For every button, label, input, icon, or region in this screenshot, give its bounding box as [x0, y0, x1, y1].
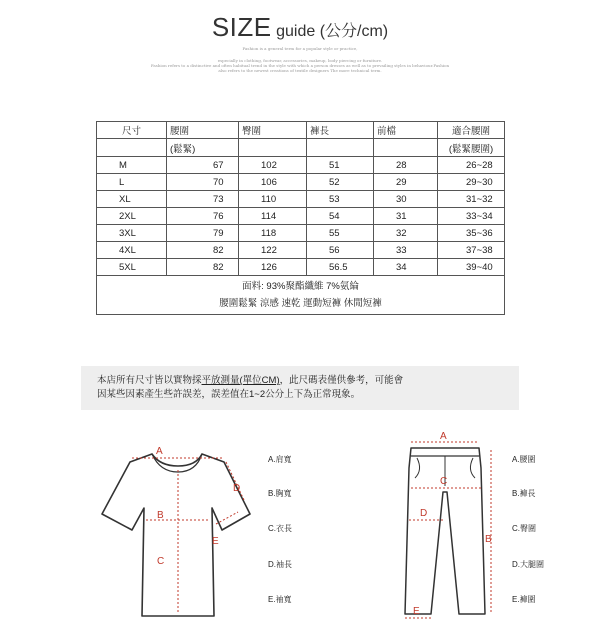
cell-fit-waist: 39~40: [438, 259, 505, 276]
table-row: [97, 208, 505, 225]
cell-waist: 82: [167, 259, 239, 276]
cell-rise: 33: [374, 242, 438, 259]
cell-fit-waist: 26~28: [438, 157, 505, 174]
notice-line-1-post: ，此尺碼表僅供參考，可能會: [279, 375, 404, 386]
cell-size: 3XL: [97, 225, 167, 242]
cell-hip: 106: [239, 174, 307, 191]
size-table: [96, 121, 505, 315]
cell-waist: 76: [167, 208, 239, 225]
header-length: 褲長: [307, 122, 374, 139]
title-size: SIZE: [211, 12, 272, 42]
fabric-text: 面料: 93%聚酯纖維 7%氨綸: [242, 281, 359, 292]
tshirt-diagram: [90, 440, 260, 620]
cell-length: 53: [307, 191, 374, 208]
subheader-length: [307, 139, 374, 157]
cell-hip: 114: [239, 208, 307, 225]
notice-line-1-underlined: 平放測量(單位CM): [201, 375, 280, 386]
notice-line-2: 因某些因素產生些許誤差，誤差值在1~2公分上下為正常現象。: [97, 389, 361, 400]
subheader-waist: (鬆緊): [167, 139, 239, 157]
subheader-fit-waist: (鬆緊腰圍): [438, 139, 505, 157]
cell-hip: 102: [239, 157, 307, 174]
header-rise: 前檔: [374, 122, 438, 139]
title-unit: (公分/cm): [319, 23, 389, 40]
measurement-notice: [81, 366, 519, 410]
cell-length: 56.5: [307, 259, 374, 276]
header-size: 尺寸: [97, 122, 167, 139]
subheader-hip: [239, 139, 307, 157]
pants-diagram: [395, 428, 505, 624]
features-text: 腰圍鬆緊 涼感 速乾 運動短褲 休閒短褲: [219, 298, 382, 309]
cell-length: 51: [307, 157, 374, 174]
notice-line-1: [97, 374, 519, 388]
pants-label-b: B.褲長: [512, 489, 536, 498]
cell-waist: 67: [167, 157, 239, 174]
cell-rise: 31: [374, 208, 438, 225]
cell-length: 54: [307, 208, 374, 225]
cell-hip: 110: [239, 191, 307, 208]
table-row: [97, 191, 505, 208]
pants-letter-c: C: [440, 476, 448, 487]
tshirt-letter-c: C: [157, 556, 165, 567]
pants-letter-b: B: [485, 534, 492, 545]
tshirt-letter-e: E: [212, 536, 219, 547]
cell-rise: 30: [374, 191, 438, 208]
shirt-label-d: D.袖長: [268, 560, 292, 569]
subheader-size: [97, 139, 167, 157]
table-row: [97, 225, 505, 242]
title-guide: guide: [276, 23, 316, 40]
pants-label-d: D.大腿圍: [512, 560, 544, 569]
cell-hip: 118: [239, 225, 307, 242]
cell-size: L: [97, 174, 167, 191]
cell-rise: 34: [374, 259, 438, 276]
cell-waist: 79: [167, 225, 239, 242]
cell-length: 52: [307, 174, 374, 191]
cell-waist: 70: [167, 174, 239, 191]
shirt-label-c: C.衣長: [268, 524, 292, 533]
cell-rise: 28: [374, 157, 438, 174]
tagline-2: especially in clothing, footwear, accessories, makeup, body piercing or furniture.: [217, 58, 383, 63]
table-row: [97, 157, 505, 174]
cell-fit-waist: 29~30: [438, 174, 505, 191]
cell-size: 2XL: [97, 208, 167, 225]
pants-label-c: C.臀圍: [512, 524, 536, 533]
table-row: [97, 259, 505, 276]
tshirt-letter-b: B: [157, 510, 164, 521]
pants-letter-a: A: [440, 431, 447, 442]
header-hip: 臀圍: [239, 122, 307, 139]
shirt-label-a: A.肩寬: [268, 455, 292, 464]
cell-length: 56: [307, 242, 374, 259]
cell-waist: 82: [167, 242, 239, 259]
header-fit-waist: 適合腰圍: [438, 122, 505, 139]
table-note-row: [97, 276, 505, 315]
shirt-label-e: E.袖寬: [268, 595, 292, 604]
shirt-label-b: B.胸寬: [268, 489, 292, 498]
cell-waist: 73: [167, 191, 239, 208]
cell-size: 4XL: [97, 242, 167, 259]
pants-label-a: A.腰圍: [512, 455, 536, 464]
table-subheader-row: [97, 139, 505, 157]
page-title: [0, 12, 600, 43]
tagline-4: also refers to the newest creations of textile designers The more technical term.: [218, 68, 382, 73]
cell-hip: 122: [239, 242, 307, 259]
table-row: [97, 174, 505, 191]
tagline-1: Fashion is a general term for a popular style or practice,: [242, 46, 358, 51]
pants-letter-d: D: [420, 508, 428, 519]
cell-size: M: [97, 157, 167, 174]
cell-fit-waist: 31~32: [438, 191, 505, 208]
cell-hip: 126: [239, 259, 307, 276]
notice-line-1-pre: 本店所有尺寸皆以實物採: [97, 375, 202, 386]
pants-label-e: E.褲圍: [512, 595, 536, 604]
tshirt-letter-d: D: [233, 483, 241, 494]
cell-fit-waist: 37~38: [438, 242, 505, 259]
table-header-row: [97, 122, 505, 139]
tagline-3: Fashion refers to a distinctive and often habitual trend in the style with which a person dresses as well as to prevailing styles in behaviour.Fashion: [150, 63, 450, 68]
tshirt-outline: [102, 454, 250, 616]
cell-fit-waist: 35~36: [438, 225, 505, 242]
cell-fit-waist: 33~34: [438, 208, 505, 225]
tshirt-letter-a: A: [156, 446, 163, 457]
table-row: [97, 242, 505, 259]
subheader-rise: [374, 139, 438, 157]
fabric-note: [97, 276, 505, 315]
cell-size: XL: [97, 191, 167, 208]
cell-length: 55: [307, 225, 374, 242]
cell-rise: 29: [374, 174, 438, 191]
cell-rise: 32: [374, 225, 438, 242]
pants-letter-e: E: [413, 606, 420, 617]
header-waist: 腰圍: [167, 122, 239, 139]
cell-size: 5XL: [97, 259, 167, 276]
